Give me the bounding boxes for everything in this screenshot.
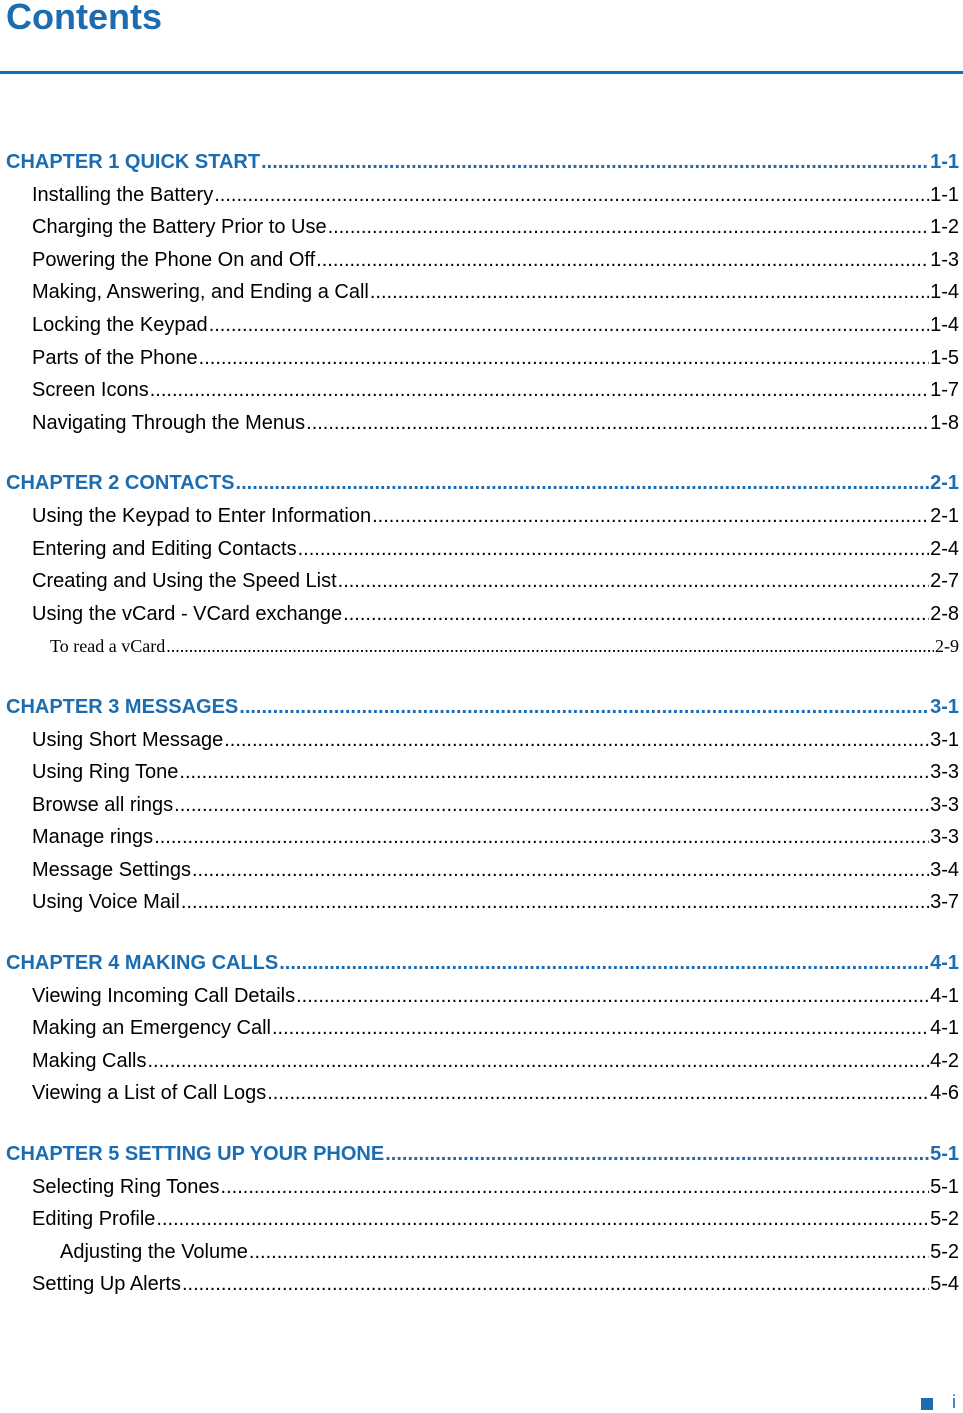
dot-leader <box>385 1138 929 1171</box>
toc-page-number: 3-3 <box>930 826 959 849</box>
toc-entry[interactable] <box>0 886 963 919</box>
toc-page-number: 1-4 <box>930 313 959 336</box>
toc-entry[interactable] <box>0 211 963 244</box>
toc-entry[interactable] <box>0 1236 963 1269</box>
dot-leader <box>306 407 929 440</box>
toc-chapter-heading[interactable] <box>0 1138 963 1171</box>
toc-page-number: 3-1 <box>930 695 959 718</box>
toc-entry[interactable] <box>0 756 963 789</box>
toc-section-chapter-5 <box>0 1138 963 1301</box>
dot-leader <box>181 886 929 919</box>
toc-entry-label: Creating and Using the Speed List <box>32 570 337 593</box>
toc-page-number: 3-3 <box>930 761 959 784</box>
toc-chapter-title: CHAPTER 3 MESSAGES <box>6 695 239 718</box>
toc-entry[interactable] <box>0 1268 963 1301</box>
toc-page-number: 4-1 <box>930 984 959 1007</box>
dot-leader <box>154 821 929 854</box>
toc-page-number: 2-7 <box>930 570 959 593</box>
toc-page-number: 1-2 <box>930 216 959 239</box>
toc-entry[interactable] <box>0 244 963 277</box>
toc-entry[interactable] <box>0 407 963 440</box>
toc-page-number: 2-9 <box>935 636 959 657</box>
toc-entry-label: Using Ring Tone <box>32 761 179 784</box>
toc-chapter-title: CHAPTER 2 CONTACTS <box>6 472 235 495</box>
toc-chapter-heading[interactable] <box>0 947 963 980</box>
toc-entry[interactable] <box>0 789 963 822</box>
toc-entry-label: Viewing a List of Call Logs <box>32 1082 267 1105</box>
dot-leader <box>192 854 929 887</box>
title-divider <box>0 71 963 74</box>
dot-leader <box>236 467 930 500</box>
toc-entry[interactable] <box>0 821 963 854</box>
toc-chapter-heading[interactable] <box>0 467 963 500</box>
toc-page-number: 5-2 <box>930 1240 959 1263</box>
toc-chapter-title: CHAPTER 5 SETTING UP YOUR PHONE <box>6 1143 385 1166</box>
toc-page-number: 2-8 <box>930 602 959 625</box>
toc-section-chapter-2 <box>0 467 963 663</box>
dot-leader <box>214 179 929 212</box>
toc-entry-label: Setting Up Alerts <box>32 1273 181 1296</box>
toc-entry-label: Using Voice Mail <box>32 891 180 914</box>
footer-square-marker <box>921 1398 933 1410</box>
toc-page-number: 5-1 <box>930 1143 959 1166</box>
toc-chapter-title: CHAPTER 1 QUICK START <box>6 151 261 173</box>
toc-entry-label: Editing Profile <box>32 1208 156 1231</box>
dot-leader <box>209 309 929 342</box>
toc-entry-label: Powering the Phone On and Off <box>32 248 316 271</box>
toc-page-number: 4-1 <box>930 1017 959 1040</box>
toc-entry-label: Navigating Through the Menus <box>32 411 306 434</box>
toc-entry-label: Screen Icons <box>32 379 149 402</box>
toc-page-number: 4-6 <box>930 1082 959 1105</box>
toc-page-number: 1-3 <box>930 248 959 271</box>
dot-leader <box>199 342 929 375</box>
toc-entry-label: Making Calls <box>32 1049 147 1072</box>
dot-leader <box>224 724 929 757</box>
footer-page-number: i <box>952 1392 956 1412</box>
dot-leader <box>328 211 930 244</box>
toc-entry-label: Parts of the Phone <box>32 346 198 369</box>
dot-leader <box>267 1077 929 1110</box>
toc-page-number: 2-4 <box>930 537 959 560</box>
dot-leader <box>179 756 929 789</box>
table-of-contents <box>0 146 963 1329</box>
toc-entry-label: Browse all rings <box>32 793 174 816</box>
toc-entry[interactable] <box>0 1077 963 1110</box>
toc-entry-label: Selecting Ring Tones <box>32 1175 220 1198</box>
dot-leader <box>174 789 929 822</box>
toc-page-number: 3-4 <box>930 858 959 881</box>
toc-entry[interactable] <box>0 854 963 887</box>
toc-page-number: 5-1 <box>930 1175 959 1198</box>
toc-page-number: 1-8 <box>930 411 959 434</box>
toc-entry[interactable] <box>0 500 963 533</box>
toc-page-number: 2-1 <box>930 504 959 527</box>
toc-entry-label: Entering and Editing Contacts <box>32 537 297 560</box>
toc-page-number: 1-1 <box>930 183 959 206</box>
toc-page-number: 5-4 <box>930 1273 959 1296</box>
toc-entry-label: Using the Keypad to Enter Information <box>32 504 372 527</box>
toc-entry-label: Using the vCard - VCard exchange <box>32 602 343 625</box>
toc-entry[interactable] <box>0 980 963 1013</box>
toc-chapter-heading[interactable] <box>0 146 963 179</box>
dot-leader <box>150 374 929 407</box>
toc-page-number: 5-2 <box>930 1208 959 1231</box>
toc-chapter-title: CHAPTER 4 MAKING CALLS <box>6 952 279 975</box>
toc-page-number: 3-7 <box>930 891 959 914</box>
dot-leader <box>272 1012 929 1045</box>
toc-page-number: 1-4 <box>930 281 959 304</box>
toc-entry-label: Manage rings <box>32 826 154 849</box>
toc-page-number: 1-7 <box>930 379 959 402</box>
toc-entry[interactable] <box>0 374 963 407</box>
toc-entry-label: Adjusting the Volume <box>60 1240 248 1263</box>
dot-leader <box>372 500 929 533</box>
toc-entry[interactable] <box>0 1171 963 1204</box>
toc-page-number: 1-1 <box>930 151 959 173</box>
toc-entry-label: Viewing Incoming Call Details <box>32 984 296 1007</box>
toc-section-chapter-3 <box>0 691 963 919</box>
toc-entry[interactable] <box>0 342 963 375</box>
toc-entry[interactable] <box>0 598 963 631</box>
dot-leader <box>249 1236 929 1269</box>
dot-leader <box>261 146 929 179</box>
toc-section-chapter-4 <box>0 947 963 1110</box>
toc-entry-label: Making, Answering, and Ending a Call <box>32 281 369 304</box>
dot-leader <box>147 1045 929 1078</box>
dot-leader <box>166 630 934 663</box>
dot-leader <box>343 598 929 631</box>
toc-page-number: 3-3 <box>930 793 959 816</box>
toc-entry[interactable] <box>0 276 963 309</box>
toc-entry-label: To read a vCard <box>50 636 166 657</box>
dot-leader <box>221 1171 930 1204</box>
toc-page-number: 2-1 <box>930 472 959 495</box>
page-title: Contents <box>6 0 162 37</box>
toc-section-chapter-1 <box>0 146 963 439</box>
toc-entry-label: Making an Emergency Call <box>32 1017 271 1040</box>
dot-leader <box>298 533 929 566</box>
toc-chapter-heading[interactable] <box>0 691 963 724</box>
dot-leader <box>316 244 929 277</box>
dot-leader <box>338 565 929 598</box>
toc-entry[interactable] <box>0 309 963 342</box>
toc-entry[interactable] <box>0 724 963 757</box>
toc-page-number: 4-1 <box>930 952 959 975</box>
toc-entry[interactable] <box>0 565 963 598</box>
toc-entry-label: Charging the Battery Prior to Use <box>32 216 327 239</box>
toc-entry[interactable] <box>0 179 963 212</box>
toc-entry-label: Installing the Battery <box>32 183 214 206</box>
dot-leader <box>296 980 929 1013</box>
toc-page-number: 4-2 <box>930 1049 959 1072</box>
toc-page-number: 1-5 <box>930 346 959 369</box>
toc-entry-label: Locking the Keypad <box>32 313 208 336</box>
toc-entry[interactable] <box>0 630 963 663</box>
dot-leader <box>156 1203 929 1236</box>
toc-entry-label: Message Settings <box>32 858 191 881</box>
dot-leader <box>279 947 929 980</box>
dot-leader <box>182 1268 929 1301</box>
toc-entry[interactable] <box>0 1045 963 1078</box>
toc-entry-label: Using Short Message <box>32 728 224 751</box>
dot-leader <box>370 276 929 309</box>
toc-entry[interactable] <box>0 1012 963 1045</box>
toc-page-number: 3-1 <box>930 728 959 751</box>
dot-leader <box>239 691 929 724</box>
toc-entry[interactable] <box>0 533 963 566</box>
toc-entry[interactable] <box>0 1203 963 1236</box>
